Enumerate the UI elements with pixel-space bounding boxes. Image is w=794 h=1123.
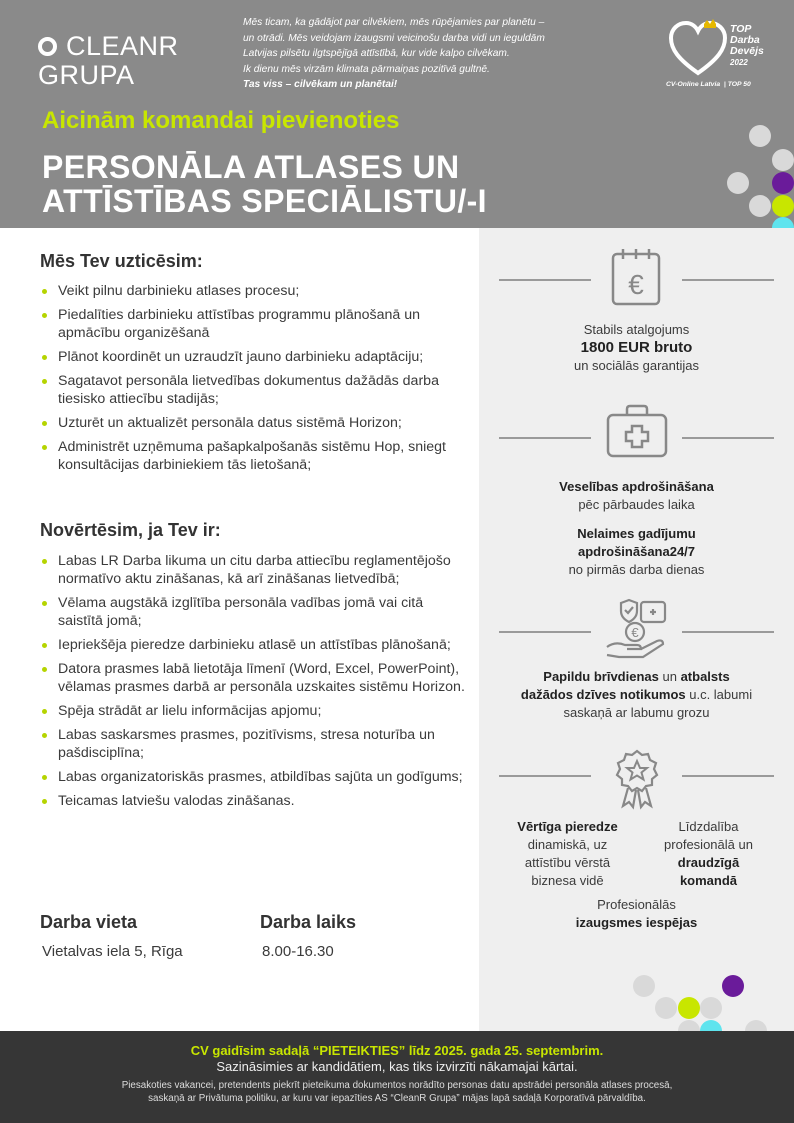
badge-footer — [666, 81, 751, 88]
badge-source: CV-Online Latvia — [666, 81, 721, 88]
extra-text1: un — [658, 669, 681, 684]
divider-line — [682, 279, 774, 281]
hours-label: Darba laiks — [260, 912, 357, 932]
svg-text:€: € — [631, 625, 639, 640]
intro-line: Mēs ticam, ka gādājot par cilvēkiem, mēs rūpējamies par planētu – — [243, 17, 545, 28]
logo-text-line1: CLEANR — [66, 31, 179, 61]
logo-ring-icon — [38, 37, 57, 56]
benefit-extra — [499, 668, 774, 722]
header-banner — [0, 0, 794, 228]
extra-text3: saskaņā ar labumu grozu — [563, 705, 710, 720]
benefit-accident — [499, 525, 774, 579]
experience-line: attīstību vērstā — [524, 855, 611, 870]
badge-title-line: Devējs — [730, 45, 764, 57]
decor-dot — [727, 172, 749, 194]
health-note: pēc pārbaudes laika — [578, 497, 695, 512]
requirements-heading: Novērtēsim, ja Tev ir: — [40, 520, 221, 540]
experience-line: biznesa vidē — [531, 873, 604, 888]
decor-dot — [749, 195, 771, 217]
growth-title: izaugsmes iespējas — [575, 915, 698, 930]
growth-pre: Profesionālās — [597, 897, 676, 912]
privacy-line: saskaņā ar Privātuma politiku, ar kuru var iepazīties AS “CleanR Grupa” mājas lapā sadaļā Korporatīvā pārvaldība. — [148, 1093, 646, 1104]
hours-value: 8.00-16.30 — [262, 943, 334, 960]
list-item: Labas LR Darba likuma un citu darba attiecību reglamentējošo normatīvo aktu zināšanas, kā arī zināšanas lietvedībā; — [40, 552, 470, 588]
salary-pre: Stabils atalgojums — [583, 322, 690, 337]
badge-rank: | TOP 50 — [723, 81, 751, 88]
badge-title-line: TOP — [730, 23, 752, 35]
list-item: Plānot koordinēt un uzraudzīt jauno darbinieku adaptāciju; — [40, 348, 470, 366]
euro-calendar-icon — [609, 246, 667, 308]
footer-bar — [0, 1031, 794, 1123]
job-title — [42, 150, 487, 218]
benefit-experience — [499, 818, 636, 890]
list-item: Uzturēt un aktualizēt personāla datus sistēmā Horizon; — [40, 414, 470, 432]
list-item: Datora prasmes labā lietotāja līmenī (Word, Excel, PowerPoint), vēlamas prasmes darbā ar personāla uzskaites sistēmu Horizon. — [40, 660, 470, 696]
intro-line: Ik dienu mēs virzām klimata pārmaiņas pozitīvā gultnē. — [243, 63, 490, 75]
job-title-line1: PERSONĀLA ATLASES UN — [42, 149, 460, 185]
benefits-hand-icon — [603, 597, 671, 663]
extra-bold1: Papildu brīvdienas — [543, 669, 659, 684]
salary-amount: 1800 EUR bruto — [580, 339, 693, 356]
decor-dot — [772, 149, 794, 171]
team-line: profesionālā un — [664, 837, 753, 852]
divider-line — [682, 631, 774, 633]
invite-headline: Aicinām komandai pievienoties — [42, 107, 400, 134]
accident-title1: Nelaimes gadījumu — [577, 526, 696, 541]
decor-dot — [722, 975, 744, 997]
svg-text:€: € — [628, 269, 644, 300]
team-bold: komandā — [679, 873, 738, 888]
privacy-note — [40, 1079, 754, 1105]
list-item: Labas saskarsmes prasmes, pozitīvisms, stresa noturība un pašdisciplīna; — [40, 726, 470, 762]
logo-text-line2: GRUPA — [38, 60, 135, 90]
list-item: Spēja strādāt ar lielu informācijas apjomu; — [40, 702, 470, 720]
contact-note: Sazināsimies ar kandidātiem, kas tiks izvirzīti nākamajai kārtai. — [216, 1059, 578, 1074]
benefit-health — [499, 478, 774, 514]
privacy-line: Piesakoties vakancei, pretendents piekrīt pieteikuma dokumentos norādīto personas datu apstrādei personāla atlases procesā, — [121, 1080, 673, 1091]
decor-dot — [772, 172, 794, 194]
list-item: Administrēt uzņēmuma pašapkalpošanās sistēmu Hop, sniegt konsultācijas darbiniekiem tās lietošanā; — [40, 438, 470, 474]
divider-line — [682, 775, 774, 777]
list-item: Veikt pilnu darbinieku atlases procesu; — [40, 282, 470, 300]
location-label: Darba vieta — [40, 912, 138, 932]
list-item: Labas organizatoriskās prasmes, atbildības sajūta un godīgums; — [40, 768, 470, 786]
list-item: Sagatavot personāla lietvedības dokumentus dažādās darba tiesisko attiecību stadijās; — [40, 372, 470, 408]
accident-title2: apdrošināšana24/7 — [577, 544, 696, 559]
badge-title — [730, 24, 764, 68]
accident-note: no pirmās darba dienas — [568, 562, 705, 577]
intro-line: un otrādi. Mēs veidojam izaugsmi veicinošu darba vidi un ieguldām — [243, 32, 545, 44]
divider-line — [682, 437, 774, 439]
health-title: Veselības apdrošināšana — [559, 479, 714, 494]
badge-title-line: Darba — [730, 34, 760, 46]
duties-heading: Mēs Tev uzticēsim: — [40, 251, 203, 271]
decor-dot — [633, 975, 655, 997]
company-logo — [38, 32, 179, 90]
intro-tagline: Tas viss – cilvēkam un planētai! — [243, 79, 398, 91]
decor-dot — [655, 997, 677, 1019]
company-intro — [243, 15, 623, 93]
requirements-list — [40, 552, 470, 816]
heart-icon — [668, 19, 728, 77]
benefit-salary — [499, 321, 774, 375]
first-aid-kit-icon — [605, 403, 669, 459]
list-item: Teicamas latviešu valodas zināšanas. — [40, 792, 470, 810]
experience-line: dinamiskā, uz — [527, 837, 608, 852]
divider-line — [499, 279, 591, 281]
divider-line — [499, 775, 591, 777]
list-item: Vēlama augstākā izglītība personāla vadības jomā vai citā saistītā jomā; — [40, 594, 470, 630]
application-deadline: CV gaidīsim sadaļā “PIETEIKTIES” līdz 2025. gada 25. septembrim. — [190, 1043, 604, 1058]
team-bold: draudzīgā — [677, 855, 740, 870]
decor-dot — [749, 125, 771, 147]
team-line: Līdzdalība — [678, 819, 739, 834]
extra-text2: u.c. labumi — [685, 687, 753, 702]
divider-line — [499, 631, 591, 633]
decor-dot — [772, 195, 794, 217]
job-title-line2: ATTĪSTĪBAS SPECIĀLISTU/-I — [42, 183, 487, 219]
list-item: Iepriekšēja pieredze darbinieku atlasē un attīstības plānošanā; — [40, 636, 470, 654]
badge-year: 2022 — [730, 58, 748, 67]
divider-line — [499, 437, 591, 439]
list-item: Piedalīties darbinieku attīstības programmu plānošanā un apmācību organizēšanā — [40, 306, 470, 342]
decor-dot — [678, 997, 700, 1019]
experience-title: Vērtīga pieredze — [517, 819, 618, 834]
salary-post: un sociālās garantijas — [573, 358, 700, 373]
extra-bold3: dažādos dzīves notikumos — [520, 687, 686, 702]
duties-list — [40, 282, 470, 480]
benefit-growth — [499, 896, 774, 932]
benefit-team — [643, 818, 774, 890]
location-value: Vietalvas iela 5, Rīga — [42, 943, 183, 960]
intro-line: Latvijas pilsētu ilgtspējīgā attīstībā, kur vide kalpo cilvēkam. — [243, 48, 510, 60]
top-employer-badge — [666, 14, 778, 94]
award-rosette-icon — [612, 748, 662, 810]
decor-dot — [700, 997, 722, 1019]
extra-bold2: atbalsts — [680, 669, 730, 684]
